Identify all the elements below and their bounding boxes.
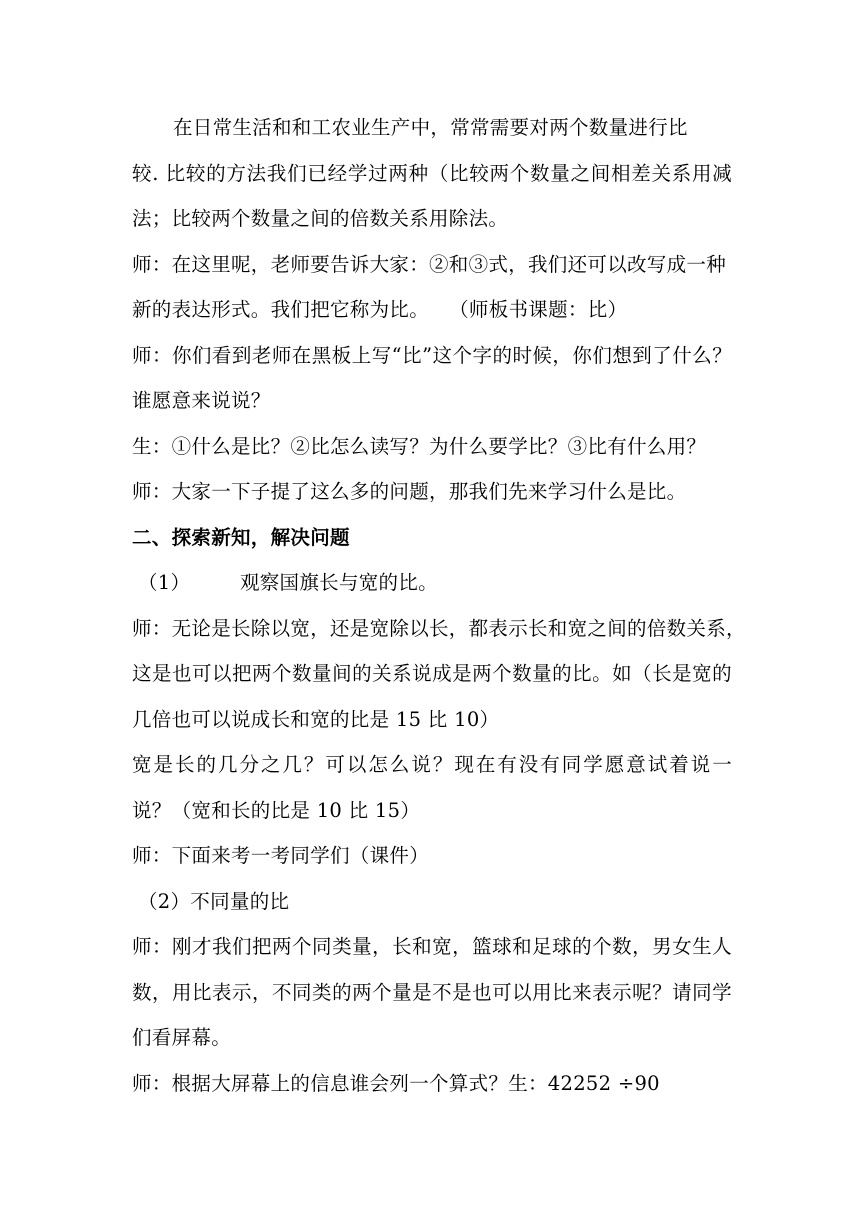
teacher-line-3: 师：你们看到老师在黑板上写“比”这个字的时候，你们想到了什么？ — [132, 344, 732, 367]
question-line-1: 宽是长的几分之几？可以怎么说？现在有没有同学愿意试着说一 — [132, 753, 732, 776]
paragraph-line-2: 较. 比较的方法我们已经学过两种（比较两个数量之间相差关系用减 — [132, 162, 732, 185]
teacher-line-6: 师：无论是长除以宽，还是宽除以长，都表示长和宽之间的倍数关系， — [132, 617, 746, 640]
question-line-2: 说？（宽和长的比是 10 比 15） — [132, 799, 421, 822]
teacher-line-8: 几倍也可以说成长和宽的比是 15 比 10） — [132, 708, 500, 731]
teacher-line-4: 谁愿意来说说？ — [132, 389, 271, 412]
section-heading: 二、探索新知，解决问题 — [132, 526, 350, 549]
subsection-2: （2）不同量的比 — [138, 890, 290, 913]
teacher-line-10: 师：刚才我们把两个同类量，长和宽，篮球和足球的个数，男女生人 — [132, 935, 732, 958]
paragraph-line-1: 在日常生活和和工农业生产中，常常需要对两个数量进行比 — [173, 116, 688, 139]
teacher-line-2: 新的表达形式。我们把它称为比。 （师板书课题：比） — [132, 298, 628, 321]
teacher-line-9: 师：下面来考一考同学们（课件） — [132, 844, 430, 867]
teacher-line-7: 这是也可以把两个数量间的关系说成是两个数量的比。如（长是宽的 — [132, 662, 732, 685]
teacher-line-11: 数，用比表示，不同类的两个量是不是也可以用比来表示呢？请同学 — [132, 981, 732, 1004]
subsection-1: （1） 观察国旗长与宽的比。 — [138, 571, 438, 594]
teacher-line-12: 们看屏幕。 — [132, 1026, 232, 1049]
paragraph-line-3: 法；比较两个数量之间的倍数关系用除法。 — [132, 207, 509, 230]
student-line: 生：①什么是比？②比怎么读写？为什么要学比？③比有什么用？ — [132, 435, 707, 458]
teacher-line-13: 师：根据大屏幕上的信息谁会列一个算式？生：42252 ÷90 — [132, 1072, 660, 1095]
teacher-line-5: 师：大家一下子提了这么多的问题，那我们先来学习什么是比。 — [132, 480, 687, 503]
teacher-line-1: 师：在这里呢，老师要告诉大家：②和③式，我们还可以改写成一种 — [132, 253, 727, 276]
